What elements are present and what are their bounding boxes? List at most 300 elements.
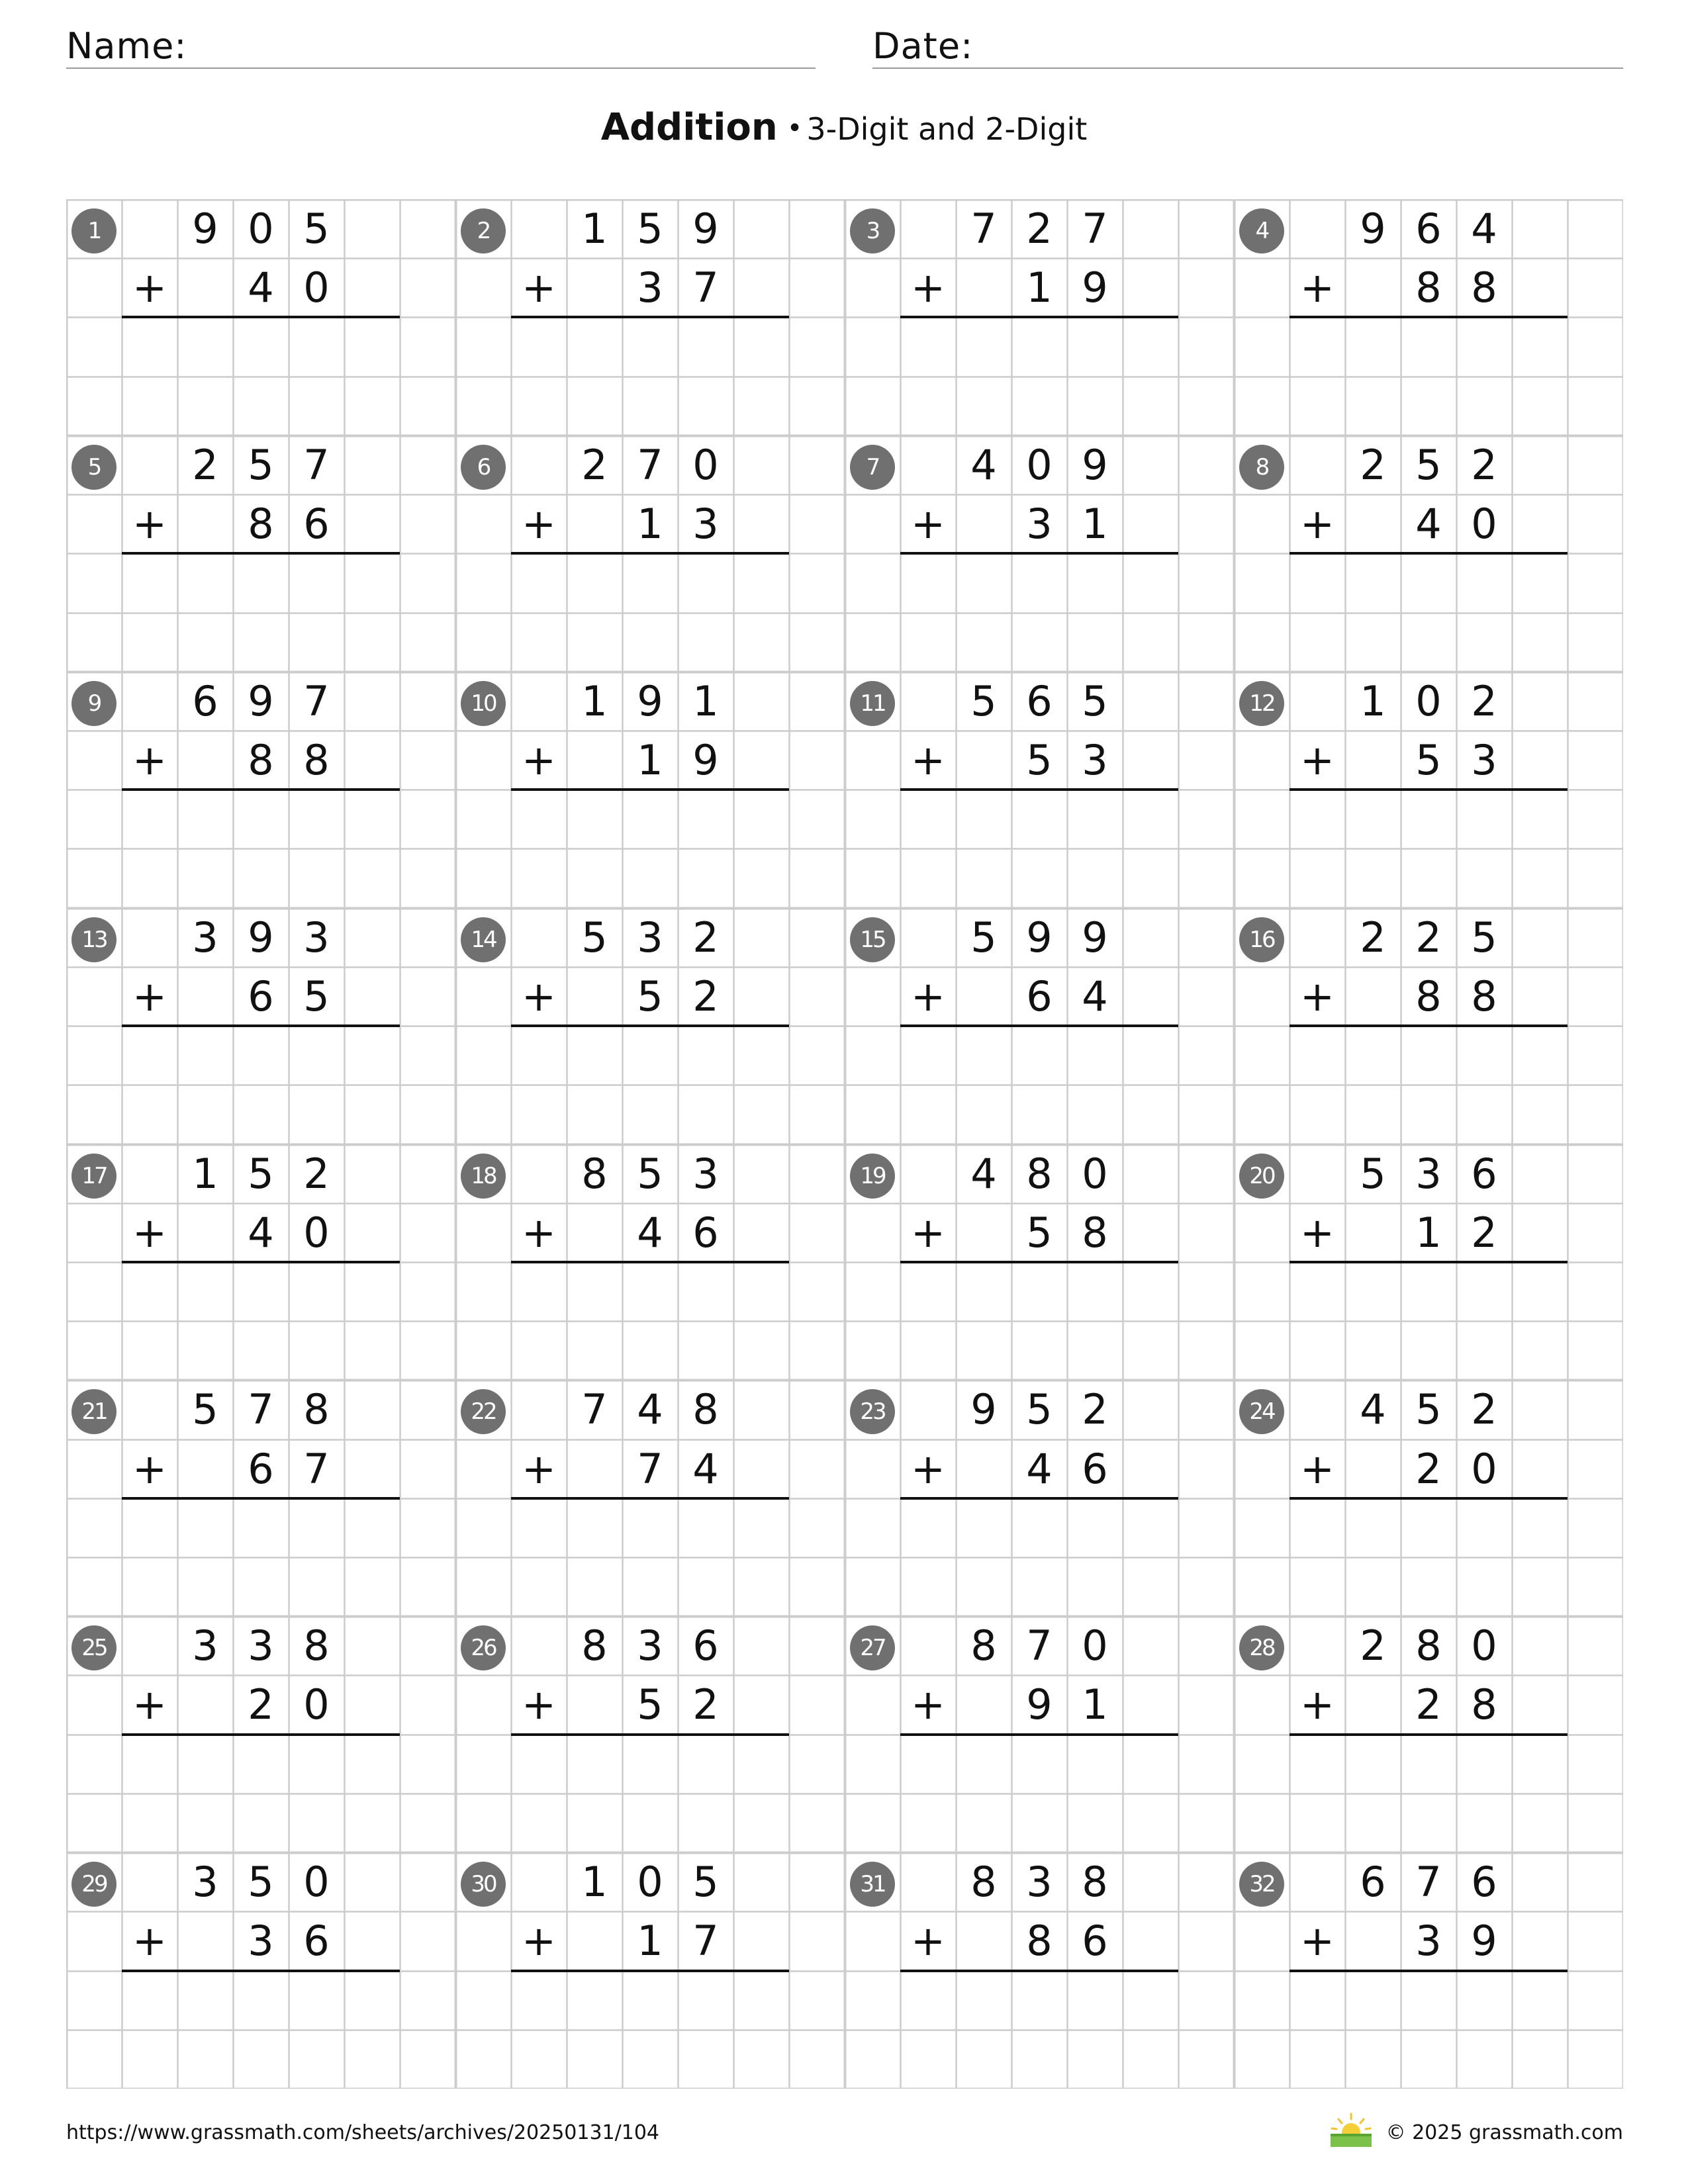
addend-bottom-digit: 5: [303, 972, 330, 1021]
problem-number-badge: 4: [1239, 208, 1284, 253]
problem-26: [455, 1616, 845, 1852]
answer-area[interactable]: [900, 1500, 1178, 1556]
addend-bottom-digit: 2: [692, 1680, 719, 1729]
addend-bottom-digit: 0: [1471, 500, 1497, 549]
answer-area[interactable]: [1289, 1972, 1568, 2028]
problem-10: [455, 672, 845, 908]
problem-number-badge: 19: [850, 1154, 895, 1199]
answer-area[interactable]: [511, 1736, 789, 1792]
problem-12: [1234, 672, 1623, 908]
plus-operator: +: [132, 1917, 167, 1966]
answer-area[interactable]: [900, 318, 1178, 375]
problem-number-badge: 28: [1239, 1625, 1284, 1670]
problem-32: [1234, 1852, 1623, 2089]
answer-area[interactable]: [122, 1736, 400, 1792]
addend-top-digit: 3: [248, 1621, 274, 1670]
addend-bottom-digit: 4: [248, 263, 274, 312]
addend-top-digit: 5: [1360, 1149, 1386, 1198]
addend-top-digit: 5: [248, 1858, 274, 1907]
plus-operator: +: [1300, 263, 1335, 312]
addend-top-digit: 6: [192, 676, 218, 725]
answer-area[interactable]: [1289, 318, 1568, 375]
addend-top-digit: 8: [970, 1621, 997, 1670]
addend-top-digit: 3: [303, 913, 330, 962]
problem-number-badge: 31: [850, 1862, 895, 1907]
addend-top-digit: 5: [248, 1149, 274, 1198]
addend-top-digit: 5: [1082, 676, 1108, 725]
addend-bottom-digit: 8: [1415, 263, 1442, 312]
plus-operator: +: [1300, 735, 1335, 784]
addend-bottom-digit: 8: [1471, 263, 1497, 312]
addend-top-digit: 0: [1415, 676, 1442, 725]
addend-bottom-digit: 8: [1026, 1917, 1053, 1966]
addend-top-digit: 2: [1471, 1385, 1497, 1434]
plus-operator: +: [522, 1444, 556, 1493]
addend-top-digit: 4: [637, 1385, 663, 1434]
addend-top-digit: 9: [1360, 205, 1386, 253]
addend-top-digit: 6: [1415, 205, 1442, 253]
addend-top-digit: 5: [692, 1858, 719, 1907]
problem-number-badge: 18: [461, 1154, 506, 1199]
title-subtitle: 3-Digit and 2-Digit: [806, 111, 1088, 147]
addend-top-digit: 5: [1471, 913, 1497, 962]
addend-bottom-digit: 6: [1082, 1917, 1108, 1966]
addend-top-digit: 2: [303, 1149, 330, 1198]
addend-top-digit: 0: [692, 440, 719, 489]
addend-top-digit: 3: [637, 913, 663, 962]
addend-bottom-digit: 7: [303, 1444, 330, 1493]
answer-area[interactable]: [1289, 1736, 1568, 1792]
addend-bottom-digit: 5: [637, 972, 663, 1021]
addend-bottom-digit: 2: [248, 1680, 274, 1729]
addend-bottom-digit: 0: [1471, 1444, 1497, 1493]
problem-number-badge: 25: [71, 1625, 117, 1670]
name-label: Name:: [66, 25, 187, 67]
addend-bottom-digit: 6: [248, 972, 274, 1021]
addend-top-digit: 9: [248, 913, 274, 962]
problem-number-badge: 13: [71, 917, 117, 962]
addend-bottom-digit: 6: [1026, 972, 1053, 1021]
addend-top-digit: 3: [192, 1621, 218, 1670]
problem-2: [455, 199, 845, 435]
problem-22: [455, 1380, 845, 1616]
problem-23: [845, 1380, 1234, 1616]
plus-operator: +: [132, 735, 167, 784]
addend-bottom-digit: 1: [637, 735, 663, 784]
addend-top-digit: 1: [1360, 676, 1386, 725]
addend-top-digit: 7: [637, 440, 663, 489]
answer-area[interactable]: [900, 1736, 1178, 1792]
plus-operator: +: [522, 972, 556, 1021]
answer-area[interactable]: [900, 555, 1178, 611]
addend-bottom-digit: 6: [692, 1208, 719, 1257]
addend-bottom-digit: 8: [248, 500, 274, 549]
addend-bottom-digit: 3: [1415, 1917, 1442, 1966]
problem-25: [66, 1616, 455, 1852]
addend-top-digit: 0: [1082, 1621, 1108, 1670]
addend-top-digit: 2: [1415, 913, 1442, 962]
answer-area[interactable]: [122, 1027, 400, 1083]
plus-operator: +: [132, 1208, 167, 1257]
addend-top-digit: 0: [1082, 1149, 1108, 1198]
addend-top-digit: 3: [692, 1149, 719, 1198]
addend-bottom-digit: 5: [1026, 735, 1053, 784]
addend-top-digit: 8: [1026, 1149, 1053, 1198]
date-label: Date:: [872, 25, 974, 67]
problem-29: [66, 1852, 455, 2089]
addend-top-digit: 4: [1471, 205, 1497, 253]
addend-top-digit: 8: [303, 1385, 330, 1434]
problem-4: [1234, 199, 1623, 435]
addend-top-digit: 1: [581, 676, 608, 725]
addend-top-digit: 9: [692, 205, 719, 253]
addend-bottom-digit: 0: [303, 263, 330, 312]
addend-top-digit: 7: [1415, 1858, 1442, 1907]
problem-number-badge: 5: [71, 445, 117, 490]
plus-operator: +: [522, 263, 556, 312]
addend-top-digit: 5: [303, 205, 330, 253]
addend-bottom-digit: 4: [692, 1444, 719, 1493]
problem-24: [1234, 1380, 1623, 1616]
addend-top-digit: 0: [637, 1858, 663, 1907]
addend-top-digit: 5: [637, 1149, 663, 1198]
addend-bottom-digit: 1: [637, 1917, 663, 1966]
plus-operator: +: [522, 1680, 556, 1729]
plus-operator: +: [911, 1208, 945, 1257]
answer-area[interactable]: [511, 1500, 789, 1556]
problem-16: [1234, 908, 1623, 1144]
answer-area[interactable]: [1289, 1500, 1568, 1556]
addend-top-digit: 8: [1082, 1858, 1108, 1907]
addend-top-digit: 7: [970, 205, 997, 253]
problem-number-badge: 7: [850, 445, 895, 490]
problem-1: [66, 199, 455, 435]
problem-number-badge: 26: [461, 1625, 506, 1670]
addend-top-digit: 5: [1415, 440, 1442, 489]
grassmath-logo-icon: [1328, 2111, 1374, 2148]
problem-number-badge: 22: [461, 1389, 506, 1434]
addend-top-digit: 8: [1415, 1621, 1442, 1670]
problem-14: [455, 908, 845, 1144]
footer-copyright: © 2025 grassmath.com: [1385, 2121, 1623, 2144]
addend-bottom-digit: 8: [1471, 972, 1497, 1021]
addend-bottom-digit: 8: [1415, 972, 1442, 1021]
addend-top-digit: 8: [581, 1149, 608, 1198]
problem-number-badge: 2: [461, 208, 506, 253]
plus-operator: +: [911, 1917, 945, 1966]
addend-bottom-digit: 1: [637, 500, 663, 549]
addend-top-digit: 8: [581, 1621, 608, 1670]
problem-20: [1234, 1144, 1623, 1381]
addend-bottom-digit: 9: [1026, 1680, 1053, 1729]
addend-top-digit: 6: [692, 1621, 719, 1670]
name-field[interactable]: [66, 25, 816, 69]
answer-area[interactable]: [900, 1027, 1178, 1083]
addend-top-digit: 8: [692, 1385, 719, 1434]
plus-operator: +: [1300, 500, 1335, 549]
addend-top-digit: 8: [303, 1621, 330, 1670]
problem-number-badge: 17: [71, 1154, 117, 1199]
addend-bottom-digit: 5: [1026, 1208, 1053, 1257]
addend-bottom-digit: 1: [1082, 1680, 1108, 1729]
addend-top-digit: 2: [1026, 205, 1053, 253]
addend-bottom-digit: 8: [1471, 1680, 1497, 1729]
addend-bottom-digit: 8: [303, 735, 330, 784]
plus-operator: +: [132, 263, 167, 312]
problem-number-badge: 8: [1239, 445, 1284, 490]
addend-top-digit: 3: [192, 913, 218, 962]
addend-bottom-digit: 3: [1082, 735, 1108, 784]
addend-top-digit: 9: [1082, 913, 1108, 962]
addend-top-digit: 5: [248, 440, 274, 489]
addend-bottom-digit: 4: [637, 1208, 663, 1257]
addend-top-digit: 5: [1026, 1385, 1053, 1434]
problem-grid: [66, 199, 1623, 2089]
answer-area[interactable]: [511, 1972, 789, 2028]
addend-top-digit: 0: [303, 1858, 330, 1907]
addend-top-digit: 4: [970, 440, 997, 489]
answer-area[interactable]: [511, 318, 789, 375]
addend-top-digit: 7: [1082, 205, 1108, 253]
addend-top-digit: 1: [692, 676, 719, 725]
plus-operator: +: [1300, 1208, 1335, 1257]
plus-operator: +: [1300, 1444, 1335, 1493]
problem-number-badge: 23: [850, 1389, 895, 1434]
addend-top-digit: 2: [1360, 913, 1386, 962]
plus-operator: +: [132, 972, 167, 1021]
problem-11: [845, 672, 1234, 908]
problem-number-badge: 3: [850, 208, 895, 253]
addend-top-digit: 0: [1471, 1621, 1497, 1670]
addend-top-digit: 7: [303, 440, 330, 489]
addend-bottom-digit: 6: [303, 1917, 330, 1966]
addend-bottom-digit: 4: [1082, 972, 1108, 1021]
addend-top-digit: 7: [581, 1385, 608, 1434]
plus-operator: +: [132, 1680, 167, 1729]
answer-area[interactable]: [511, 1263, 789, 1320]
answer-area[interactable]: [900, 1263, 1178, 1320]
addend-top-digit: 2: [1082, 1385, 1108, 1434]
addend-bottom-digit: 0: [303, 1208, 330, 1257]
addend-bottom-digit: 0: [303, 1680, 330, 1729]
answer-area[interactable]: [1289, 1027, 1568, 1083]
problem-number-badge: 16: [1239, 917, 1284, 962]
addend-bottom-digit: 9: [1082, 263, 1108, 312]
answer-area[interactable]: [511, 791, 789, 847]
addend-bottom-digit: 9: [1471, 1917, 1497, 1966]
problem-number-badge: 1: [71, 208, 117, 253]
addend-bottom-digit: 4: [1415, 500, 1442, 549]
addend-bottom-digit: 6: [248, 1444, 274, 1493]
addend-top-digit: 4: [970, 1149, 997, 1198]
plus-operator: +: [522, 1208, 556, 1257]
addend-bottom-digit: 7: [692, 263, 719, 312]
addend-bottom-digit: 3: [1026, 500, 1053, 549]
problem-number-badge: 29: [71, 1862, 117, 1907]
problem-number-badge: 30: [461, 1862, 506, 1907]
problem-17: [66, 1144, 455, 1381]
addend-top-digit: 9: [970, 1385, 997, 1434]
answer-area[interactable]: [122, 1500, 400, 1556]
addend-top-digit: 3: [637, 1621, 663, 1670]
addend-bottom-digit: 3: [1471, 735, 1497, 784]
addend-top-digit: 7: [248, 1385, 274, 1434]
problem-5: [66, 435, 455, 672]
addend-top-digit: 2: [1360, 440, 1386, 489]
title-bullet: •: [786, 113, 803, 144]
addend-top-digit: 9: [1026, 913, 1053, 962]
addend-top-digit: 5: [1415, 1385, 1442, 1434]
addend-bottom-digit: 1: [1026, 263, 1053, 312]
addend-top-digit: 3: [1415, 1149, 1442, 1198]
addend-top-digit: 9: [192, 205, 218, 253]
addend-bottom-digit: 6: [303, 500, 330, 549]
problem-28: [1234, 1616, 1623, 1852]
plus-operator: +: [1300, 1680, 1335, 1729]
answer-area[interactable]: [122, 555, 400, 611]
plus-operator: +: [522, 500, 556, 549]
plus-operator: +: [522, 735, 556, 784]
addend-top-digit: 9: [248, 676, 274, 725]
addend-bottom-digit: 8: [248, 735, 274, 784]
answer-area[interactable]: [900, 791, 1178, 847]
plus-operator: +: [132, 1444, 167, 1493]
addend-top-digit: 8: [970, 1858, 997, 1907]
problem-30: [455, 1852, 845, 2089]
addend-bottom-digit: 8: [1082, 1208, 1108, 1257]
addend-bottom-digit: 3: [637, 263, 663, 312]
addend-bottom-digit: 6: [1082, 1444, 1108, 1493]
addend-bottom-digit: 2: [1415, 1444, 1442, 1493]
title-main: Addition: [600, 106, 778, 149]
addend-top-digit: 1: [192, 1149, 218, 1198]
addend-top-digit: 5: [970, 676, 997, 725]
addend-top-digit: 5: [192, 1385, 218, 1434]
addend-bottom-digit: 2: [1415, 1680, 1442, 1729]
addend-top-digit: 5: [970, 913, 997, 962]
problem-21: [66, 1380, 455, 1616]
addend-top-digit: 6: [1471, 1149, 1497, 1198]
addend-top-digit: 2: [192, 440, 218, 489]
addend-top-digit: 9: [637, 676, 663, 725]
answer-area[interactable]: [511, 1027, 789, 1083]
addend-top-digit: 3: [1026, 1858, 1053, 1907]
addend-bottom-digit: 3: [248, 1917, 274, 1966]
problem-15: [845, 908, 1234, 1144]
problem-number-badge: 14: [461, 917, 506, 962]
problem-number-badge: 27: [850, 1625, 895, 1670]
answer-area[interactable]: [1289, 1263, 1568, 1320]
problem-number-badge: 10: [461, 681, 506, 726]
plus-operator: +: [911, 500, 945, 549]
addend-top-digit: 6: [1360, 1858, 1386, 1907]
addend-top-digit: 0: [1026, 440, 1053, 489]
problem-18: [455, 1144, 845, 1381]
answer-area[interactable]: [122, 318, 400, 375]
addend-top-digit: 5: [637, 205, 663, 253]
problem-number-badge: 21: [71, 1389, 117, 1434]
problem-27: [845, 1616, 1234, 1852]
addend-top-digit: 2: [581, 440, 608, 489]
problem-3: [845, 199, 1234, 435]
addend-top-digit: 7: [1026, 1621, 1053, 1670]
plus-operator: +: [911, 1444, 945, 1493]
plus-operator: +: [1300, 1917, 1335, 1966]
problem-number-badge: 12: [1239, 681, 1284, 726]
addend-top-digit: 0: [248, 205, 274, 253]
addend-top-digit: 3: [192, 1858, 218, 1907]
problem-13: [66, 908, 455, 1144]
plus-operator: +: [911, 263, 945, 312]
problem-number-badge: 24: [1239, 1389, 1284, 1434]
addend-top-digit: 2: [1471, 676, 1497, 725]
answer-area[interactable]: [900, 1972, 1178, 2028]
addend-bottom-digit: 4: [248, 1208, 274, 1257]
answer-area[interactable]: [1289, 791, 1568, 847]
addend-top-digit: 1: [581, 205, 608, 253]
addend-top-digit: 5: [581, 913, 608, 962]
addend-top-digit: 7: [303, 676, 330, 725]
addend-top-digit: 6: [1471, 1858, 1497, 1907]
addend-top-digit: 9: [1082, 440, 1108, 489]
addend-bottom-digit: 5: [1415, 735, 1442, 784]
worksheet-title: [0, 106, 1688, 149]
answer-area[interactable]: [122, 791, 400, 847]
addend-top-digit: 1: [581, 1858, 608, 1907]
problem-number-badge: 9: [71, 681, 117, 726]
addend-top-digit: 2: [1471, 440, 1497, 489]
problem-number-badge: 6: [461, 445, 506, 490]
problem-31: [845, 1852, 1234, 2089]
plus-operator: +: [1300, 972, 1335, 1021]
addend-bottom-digit: 1: [1082, 500, 1108, 549]
addend-bottom-digit: 2: [1471, 1208, 1497, 1257]
problem-9: [66, 672, 455, 908]
addend-top-digit: 4: [1360, 1385, 1386, 1434]
plus-operator: +: [911, 1680, 945, 1729]
addend-bottom-digit: 2: [692, 972, 719, 1021]
problem-19: [845, 1144, 1234, 1381]
footer-url: https://www.grassmath.com/sheets/archives/20250131/104: [66, 2121, 660, 2144]
problem-number-badge: 20: [1239, 1154, 1284, 1199]
problem-6: [455, 435, 845, 672]
addend-bottom-digit: 4: [1026, 1444, 1053, 1493]
problem-number-badge: 15: [850, 917, 895, 962]
plus-operator: +: [911, 972, 945, 1021]
problem-number-badge: 32: [1239, 1862, 1284, 1907]
problem-number-badge: 11: [850, 681, 895, 726]
addend-bottom-digit: 9: [692, 735, 719, 784]
addend-bottom-digit: 5: [637, 1680, 663, 1729]
answer-area[interactable]: [122, 1263, 400, 1320]
answer-area[interactable]: [122, 1972, 400, 2028]
addend-bottom-digit: 1: [1415, 1208, 1442, 1257]
plus-operator: +: [132, 500, 167, 549]
addend-bottom-digit: 3: [692, 500, 719, 549]
addend-top-digit: 2: [1360, 1621, 1386, 1670]
addend-bottom-digit: 7: [692, 1917, 719, 1966]
date-field[interactable]: [872, 25, 1623, 69]
addend-bottom-digit: 7: [637, 1444, 663, 1493]
addend-top-digit: 2: [692, 913, 719, 962]
problem-8: [1234, 435, 1623, 672]
plus-operator: +: [911, 735, 945, 784]
plus-operator: +: [522, 1917, 556, 1966]
problem-7: [845, 435, 1234, 672]
answer-area[interactable]: [1289, 555, 1568, 611]
answer-area[interactable]: [511, 555, 789, 611]
addend-top-digit: 6: [1026, 676, 1053, 725]
